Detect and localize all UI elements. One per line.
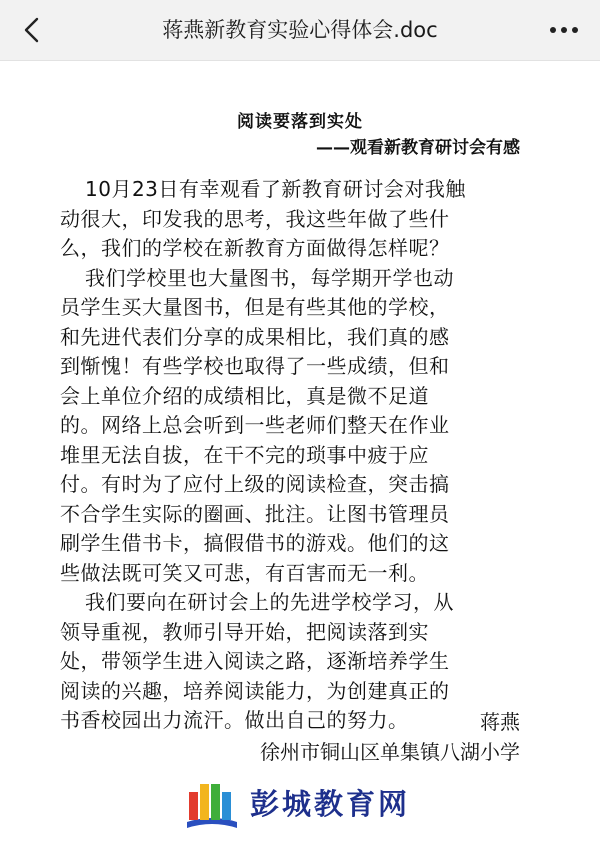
article-line: 员学生买大量图书，但是有些其他的学校， — [60, 295, 450, 319]
article-line: 到惭愧！有些学校也取得了一些成绩，但和 — [60, 354, 450, 378]
watermark-text: 彭城教育网 — [250, 787, 411, 821]
article-line: 处，带领学生进入阅读之路，逐渐培养学生 — [60, 649, 450, 673]
open-book-logo-icon — [183, 778, 241, 834]
article-line: 么，我们的学校在新教育方面做得怎样呢？ — [60, 236, 450, 260]
article-line: 我们要向在研讨会上的先进学校学习，从 — [85, 590, 454, 614]
document-filename-title: 蒋燕新教育实验心得体会.doc — [162, 18, 438, 42]
article-title: 阅读要落到实处 — [237, 112, 363, 132]
more-options-button[interactable] — [544, 12, 584, 48]
article-line: 的。网络上总会听到一些老师们整天在作业 — [60, 413, 450, 437]
article-line: 动很大，印发我的思考，我这些年做了些什 — [60, 206, 450, 231]
watermark-logo — [0, 778, 600, 834]
document-viewer[interactable] — [0, 60, 600, 845]
article-body — [60, 175, 550, 736]
article-line: 堆里无法自拔，在干不完的琐事中疲于应 — [60, 442, 429, 467]
article-line: 付。有时为了应付上级的阅读检查，突击搞 — [60, 472, 450, 496]
article-subtitle: ——观看新教育研讨会有感 — [316, 138, 520, 158]
chevron-left-icon — [22, 17, 42, 43]
article-line: 不合学生实际的圈画、批注。让图书管理员 — [60, 501, 450, 526]
article-line: 些做法既可笑又可悲，有百害而无一利。 — [60, 560, 429, 585]
back-button[interactable] — [14, 12, 50, 48]
school-name: 徐州市铜山区单集镇八湖小学 — [260, 740, 520, 764]
article-line: 10月23日有幸观看了新教育研讨会对我触 — [85, 177, 466, 201]
article-line: 我们学校里也大量图书，每学期开学也动 — [85, 265, 454, 290]
article-line: 刷学生借书卡，搞假借书的游戏。他们的这 — [60, 531, 450, 555]
article-line: 和先进代表们分享的成果相比，我们真的感 — [60, 324, 450, 349]
author-name: 蒋燕 — [480, 710, 520, 734]
article-line: 书香校园出力流汗。做出自己的努力。 — [60, 708, 409, 732]
article-line: 领导重视，教师引导开始，把阅读落到实 — [60, 619, 429, 644]
more-horizontal-icon — [549, 26, 579, 34]
article-line: 会上单位介绍的成绩相比，真是微不足道 — [60, 383, 429, 408]
top-navigation-bar — [0, 0, 600, 61]
article-line: 阅读的兴趣，培养阅读能力，为创建真正的 — [60, 678, 450, 703]
